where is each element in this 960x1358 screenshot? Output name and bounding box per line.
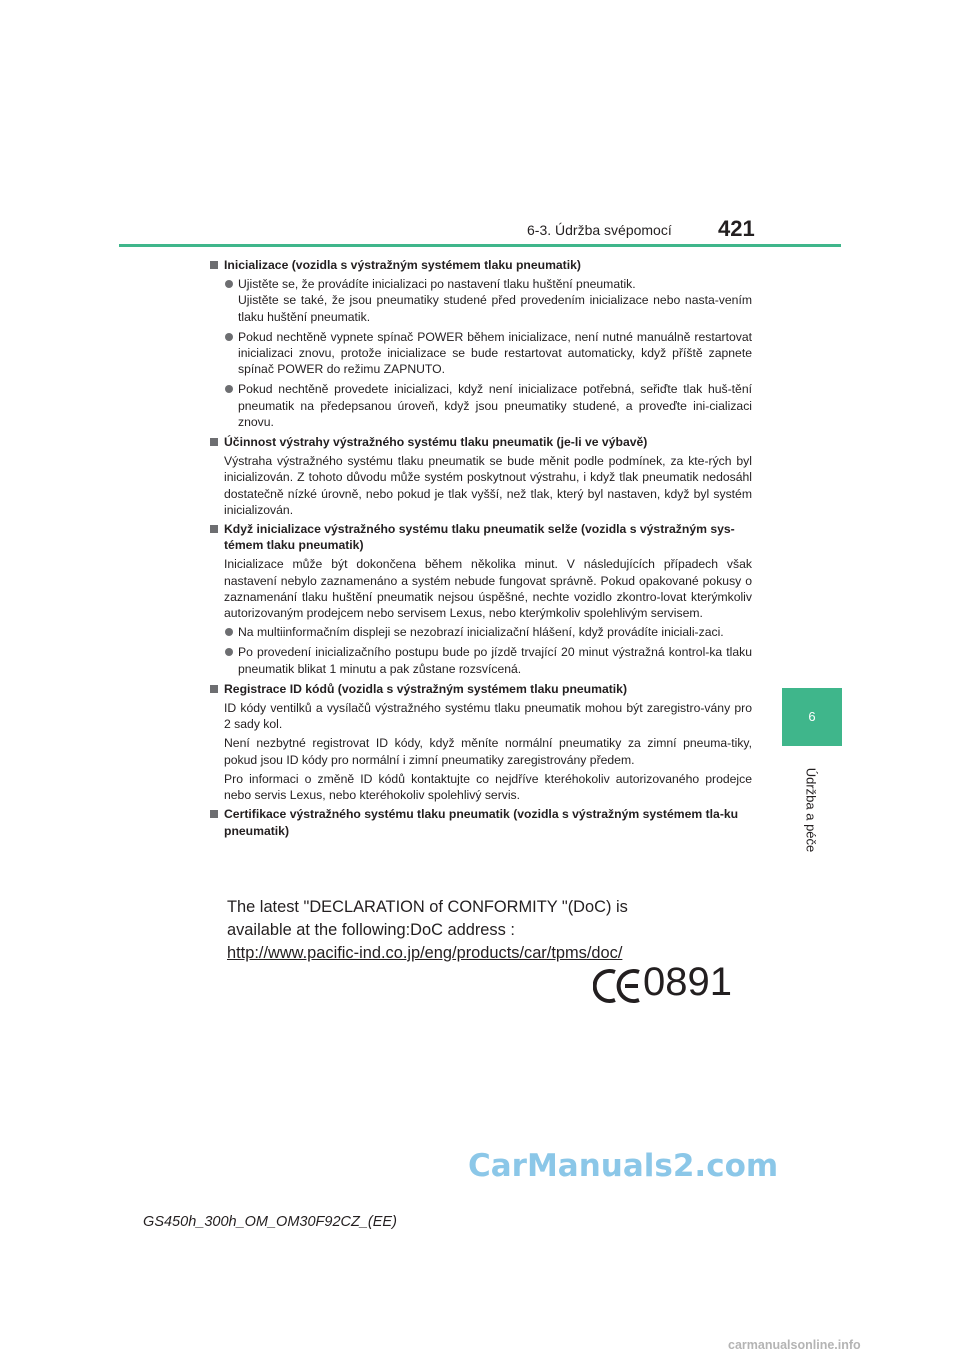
square-bullet-icon (210, 525, 218, 533)
section-heading-text: Registrace ID kódů (vozidla s výstražným systémem tlaku pneumatik) (224, 681, 628, 696)
square-bullet-icon (210, 685, 218, 693)
doc-notice-line-2: available at the following:DoC address : (227, 921, 515, 939)
section-heading (210, 681, 752, 697)
watermark-carmanualsonline: carmanualsonline.info (728, 1338, 861, 1352)
square-bullet-icon (210, 438, 218, 446)
section-heading (210, 521, 752, 553)
section-paragraph: Pro informaci o změně ID kódů kontaktujte co nejdříve kteréhokoliv autorizovaného prodejce nebo servis Lexus, nebo kteréhokoliv spolehlivý servis. (224, 771, 752, 803)
bullet-item (210, 644, 752, 676)
bullet-item (210, 329, 752, 378)
section-heading (210, 434, 752, 450)
header-section-title: 6-3. Údržba svépomocí (527, 222, 672, 238)
round-bullet-icon (225, 628, 233, 636)
round-bullet-icon (225, 385, 233, 393)
bullet-text: Po provedení inicializačního postupu bude po jízdě trvající 20 minut výstražná kontrol-ka tlaku pneumatik blikat 1 minutu a pak zůstane rozsvícená. (238, 645, 752, 676)
doc-notice (227, 896, 757, 965)
section-heading-text: Účinnost výstrahy výstražného systému tlaku pneumatik (je-li ve výbavě) (224, 435, 648, 450)
bullet-text: Pokud nechtěně provedete inicializaci, když není inicializace potřebná, seřiďte tlak huš-tění pneumatik na předepsanou úroveň, když jsou pneumatiky studené, a proveďte ini-cializaci znovu. (238, 382, 752, 429)
watermark-carmanuals2: CarManuals2.com (468, 1148, 779, 1184)
section-heading (210, 257, 752, 273)
section-heading-text: Když inicializace výstražného systému tlaku pneumatik selže (vozidla s výstražným sys-témem tlaku pneumatik) (224, 522, 735, 553)
section-paragraph: Výstraha výstražného systému tlaku pneumatik se bude měnit podle podmínek, za kte-rých byl inicializován. Z tohoto důvodu může systém poskytnout výstrahu, i když tlak pneumatik nedosáhl dostatečně nízké úrovně, nebo pokud je tlak vyšší, než tlak, který byl nastaven, když byl systém inicializován. (224, 454, 752, 517)
footer-model-code: GS450h_300h_OM_OM30F92CZ_(EE) (143, 1214, 397, 1230)
section-paragraph: Inicializace může být dokončena během několika minut. V následujících případech však nastavení nebylo zaznamenáno a systém nebude fungovat správně. Pokud opakované pokusy o zaznamenání tlaku huštění pneumatik nejsou úspěšné, nechte vozidlo zkontro-lovat kterýmkoliv autorizovaným prodejcem nebo servisem Lexus, nebo kterýmkoliv spolehlivým servisem. (224, 557, 752, 621)
doc-url-link[interactable]: http://www.pacific-ind.co.jp/eng/products/car/tpms/doc/ (227, 944, 623, 962)
section-heading-text: Inicializace (vozidla s výstražným systémem tlaku pneumatik) (224, 258, 581, 272)
round-bullet-icon (225, 648, 233, 656)
section-paragraph: ID kódy ventilků a vysílačů výstražného systému tlaku pneumatik mohou být zaregistro-vány pro 2 sady kol. (224, 701, 752, 732)
section-heading-text: Certifikace výstražného systému tlaku pneumatik (vozidla s výstražným systémem tla-ku pneumatik) (224, 807, 739, 838)
bullet-item (210, 381, 752, 430)
doc-notice-line-1: The latest "DECLARATION of CONFORMITY "(DoC) is (227, 898, 628, 916)
header-rule (119, 244, 841, 247)
chapter-tab-label (800, 760, 822, 860)
content-body (210, 254, 752, 842)
section-heading (210, 806, 752, 838)
bullet-text: Pokud nechtěně vypnete spínač POWER během inicializace, není nutné manuálně restartovat inicializaci znovu, protože inicializace se bude restartovat automaticky, když příště zapnete spínač POWER do režimu ZAPNUTO. (238, 329, 752, 377)
bullet-text: Ujistěte se také, že jsou pneumatiky studené před provedením inicializace nebo nasta-vením tlaku huštění pneumatik. (238, 293, 752, 324)
square-bullet-icon (210, 810, 218, 818)
bullet-item (210, 276, 752, 325)
section-paragraph: Není nezbytné registrovat ID kódy, když měníte normální pneumatiky za zimní pneuma-tiky, pokud jsou ID kódy pro normální i zimní pneumatiky zaregistrovány předem. (224, 736, 752, 767)
round-bullet-icon (225, 333, 233, 341)
chapter-tab: 6 (782, 688, 842, 746)
ce-notified-body-number: 0891 (643, 960, 732, 1004)
page-number: 421 (718, 216, 755, 241)
bullet-text: Na multiinformačním displeji se nezobrazí inicializační hlášení, když provádíte iniciali-zaci. (238, 625, 724, 640)
bullet-text: Ujistěte se, že provádíte inicializaci po nastavení tlaku huštění pneumatik. (238, 277, 636, 292)
square-bullet-icon (210, 261, 218, 269)
chapter-tab-label-text: Údržba a péče (803, 767, 819, 853)
ce-mark-icon (593, 968, 645, 1004)
bullet-item (210, 624, 752, 640)
round-bullet-icon (225, 280, 233, 288)
